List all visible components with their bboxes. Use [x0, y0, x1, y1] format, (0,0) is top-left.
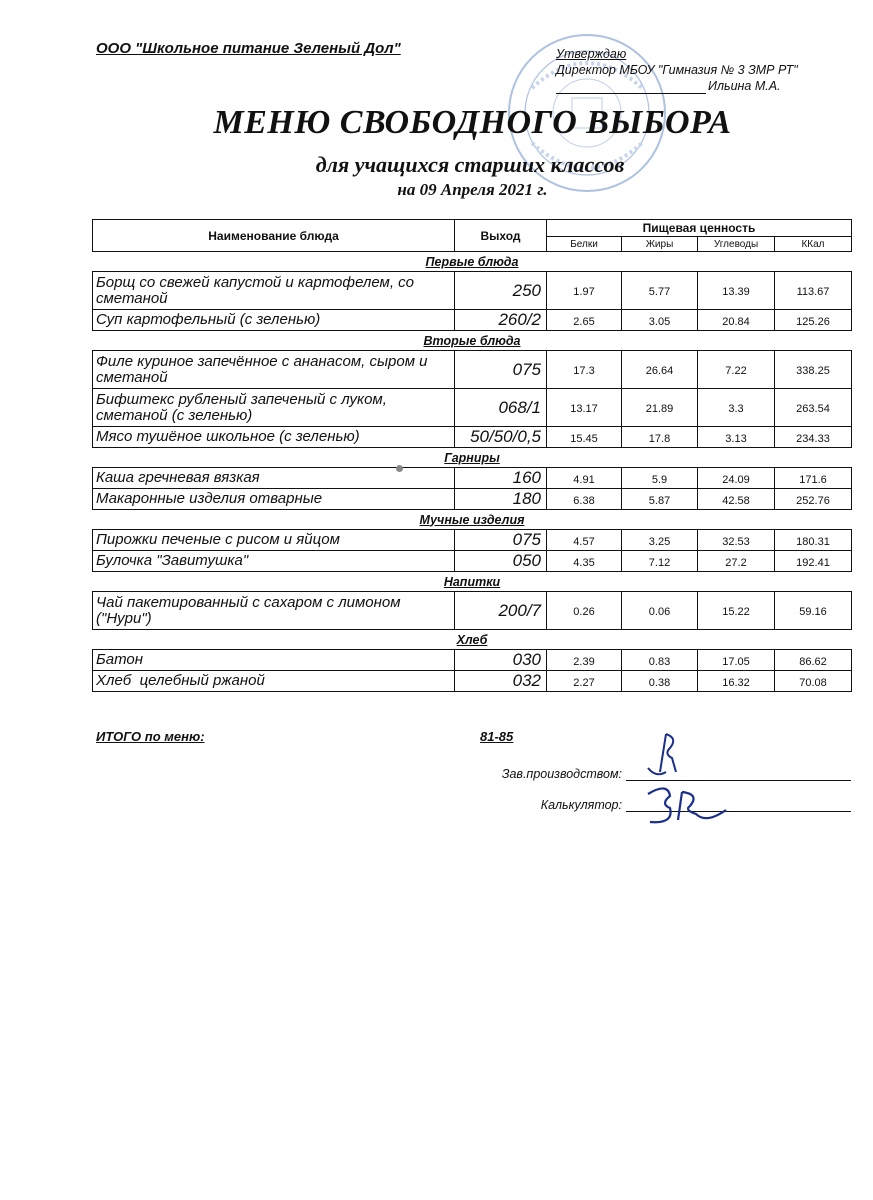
dish-name: Каша гречневая вязкая	[93, 468, 455, 489]
section-title: Первые блюда	[93, 252, 852, 272]
section-row	[93, 630, 852, 650]
dish-carbs: 13.39	[698, 272, 775, 310]
dish-output: 250	[455, 272, 547, 310]
dish-carbs: 3.13	[698, 427, 775, 448]
dish-kcal: 234.33	[775, 427, 852, 448]
dish-protein: 17.3	[547, 351, 622, 389]
dish-protein: 13.17	[547, 389, 622, 427]
dish-kcal: 180.31	[775, 530, 852, 551]
section-title: Мучные изделия	[93, 510, 852, 530]
dish-output: 075	[455, 351, 547, 389]
dish-fat: 5.87	[622, 489, 698, 510]
dish-output: 180	[455, 489, 547, 510]
dish-protein: 6.38	[547, 489, 622, 510]
table-row	[93, 530, 852, 551]
dish-kcal: 192.41	[775, 551, 852, 572]
dish-carbs: 42.58	[698, 489, 775, 510]
dish-kcal: 263.54	[775, 389, 852, 427]
section-title: Вторые блюда	[93, 331, 852, 351]
dish-protein: 4.35	[547, 551, 622, 572]
dish-kcal: 113.67	[775, 272, 852, 310]
dish-name: Бифштекс рубленый запеченый с луком, сметаной (с зеленью)	[93, 389, 455, 427]
dish-name: Мясо тушёное школьное (с зеленью)	[93, 427, 455, 448]
dish-protein: 2.27	[547, 671, 622, 692]
menu-table	[92, 219, 852, 692]
dish-protein: 4.91	[547, 468, 622, 489]
dish-fat: 3.25	[622, 530, 698, 551]
section-row	[93, 331, 852, 351]
total-label: ИТОГО по меню:	[96, 729, 205, 744]
header-protein: Белки	[547, 237, 622, 252]
page-subtitle: для учащихся старших классов	[315, 152, 625, 177]
dish-fat: 5.77	[622, 272, 698, 310]
total-value: 81-85	[480, 729, 514, 744]
dish-fat: 0.38	[622, 671, 698, 692]
dish-carbs: 27.2	[698, 551, 775, 572]
dish-carbs: 3.3	[698, 389, 775, 427]
dish-protein: 2.39	[547, 650, 622, 671]
dish-output: 032	[455, 671, 547, 692]
dish-name: Филе куриное запечённое с ананасом, сыром и сметаной	[93, 351, 455, 389]
section-title: Напитки	[93, 572, 852, 592]
menu-date: на 09 Апреля 2021 г.	[397, 180, 548, 199]
calculator-label: Калькулятор:	[540, 798, 622, 812]
approver-signature-line	[556, 81, 706, 94]
approve-label: Утверждаю	[556, 47, 627, 61]
page-title: МЕНЮ СВОБОДНОГО ВЫБОРА	[213, 104, 732, 141]
handwritten-signature-1	[636, 728, 696, 788]
dish-name: Борщ со свежей капустой и картофелем, со сметаной	[93, 272, 455, 310]
approver-signature-row	[556, 78, 798, 94]
dish-kcal: 86.62	[775, 650, 852, 671]
handwritten-signature-2	[640, 780, 730, 832]
dish-name: Хлеб целебный ржаной	[93, 671, 455, 692]
header-fat: Жиры	[622, 237, 698, 252]
dish-fat: 21.89	[622, 389, 698, 427]
dish-fat: 26.64	[622, 351, 698, 389]
dish-output: 160	[455, 468, 547, 489]
dish-carbs: 32.53	[698, 530, 775, 551]
table-row	[93, 468, 852, 489]
section-row	[93, 448, 852, 468]
dish-fat: 3.05	[622, 310, 698, 331]
dish-fat: 0.83	[622, 650, 698, 671]
header-output: Выход	[455, 220, 547, 252]
table-row	[93, 427, 852, 448]
dish-protein: 15.45	[547, 427, 622, 448]
dish-name: Суп картофельный (с зеленью)	[93, 310, 455, 331]
table-row	[93, 351, 852, 389]
table-row	[93, 671, 852, 692]
organization-name: ООО "Школьное питание Зеленый Дол"	[96, 40, 401, 57]
dish-protein: 4.57	[547, 530, 622, 551]
section-row	[93, 510, 852, 530]
table-row	[93, 489, 852, 510]
dish-protein: 2.65	[547, 310, 622, 331]
dish-kcal: 59.16	[775, 592, 852, 630]
table-row	[93, 272, 852, 310]
dish-output: 030	[455, 650, 547, 671]
dish-kcal: 338.25	[775, 351, 852, 389]
dish-name: Чай пакетированный с сахаром с лимоном ("Нури")	[93, 592, 455, 630]
scan-speck	[396, 465, 403, 472]
dish-kcal: 70.08	[775, 671, 852, 692]
dish-kcal: 252.76	[775, 489, 852, 510]
dish-carbs: 16.32	[698, 671, 775, 692]
section-row	[93, 252, 852, 272]
dish-output: 075	[455, 530, 547, 551]
dish-carbs: 24.09	[698, 468, 775, 489]
dish-output: 200/7	[455, 592, 547, 630]
dish-carbs: 15.22	[698, 592, 775, 630]
section-title: Гарниры	[93, 448, 852, 468]
dish-name: Макаронные изделия отварные	[93, 489, 455, 510]
dish-carbs: 20.84	[698, 310, 775, 331]
approval-block	[556, 46, 798, 94]
dish-protein: 1.97	[547, 272, 622, 310]
dish-name: Пирожки печеные с рисом и яйцом	[93, 530, 455, 551]
dish-fat: 0.06	[622, 592, 698, 630]
dish-output: 068/1	[455, 389, 547, 427]
section-row	[93, 572, 852, 592]
header-carbs: Углеводы	[698, 237, 775, 252]
dish-name: Батон	[93, 650, 455, 671]
dish-protein: 0.26	[547, 592, 622, 630]
dish-kcal: 125.26	[775, 310, 852, 331]
section-title: Хлеб	[93, 630, 852, 650]
approver-title: Директор МБОУ "Гимназия № 3 ЗМР РТ"	[556, 63, 798, 77]
production-manager-label: Зав.производством:	[501, 767, 622, 781]
dish-kcal: 171.6	[775, 468, 852, 489]
dish-carbs: 7.22	[698, 351, 775, 389]
dish-output: 260/2	[455, 310, 547, 331]
dish-fat: 7.12	[622, 551, 698, 572]
dish-name: Булочка "Завитушка"	[93, 551, 455, 572]
table-row	[93, 389, 852, 427]
table-row	[93, 650, 852, 671]
dish-output: 050	[455, 551, 547, 572]
dish-output: 50/50/0,5	[455, 427, 547, 448]
header-nutrition: Пищевая ценность	[547, 220, 852, 237]
dish-fat: 5.9	[622, 468, 698, 489]
table-row	[93, 310, 852, 331]
table-row	[93, 551, 852, 572]
approver-name: Ильина М.А.	[708, 79, 781, 93]
dish-carbs: 17.05	[698, 650, 775, 671]
dish-fat: 17.8	[622, 427, 698, 448]
header-kcal: ККал	[775, 237, 852, 252]
header-dish-name: Наименование блюда	[93, 220, 455, 252]
table-row	[93, 592, 852, 630]
